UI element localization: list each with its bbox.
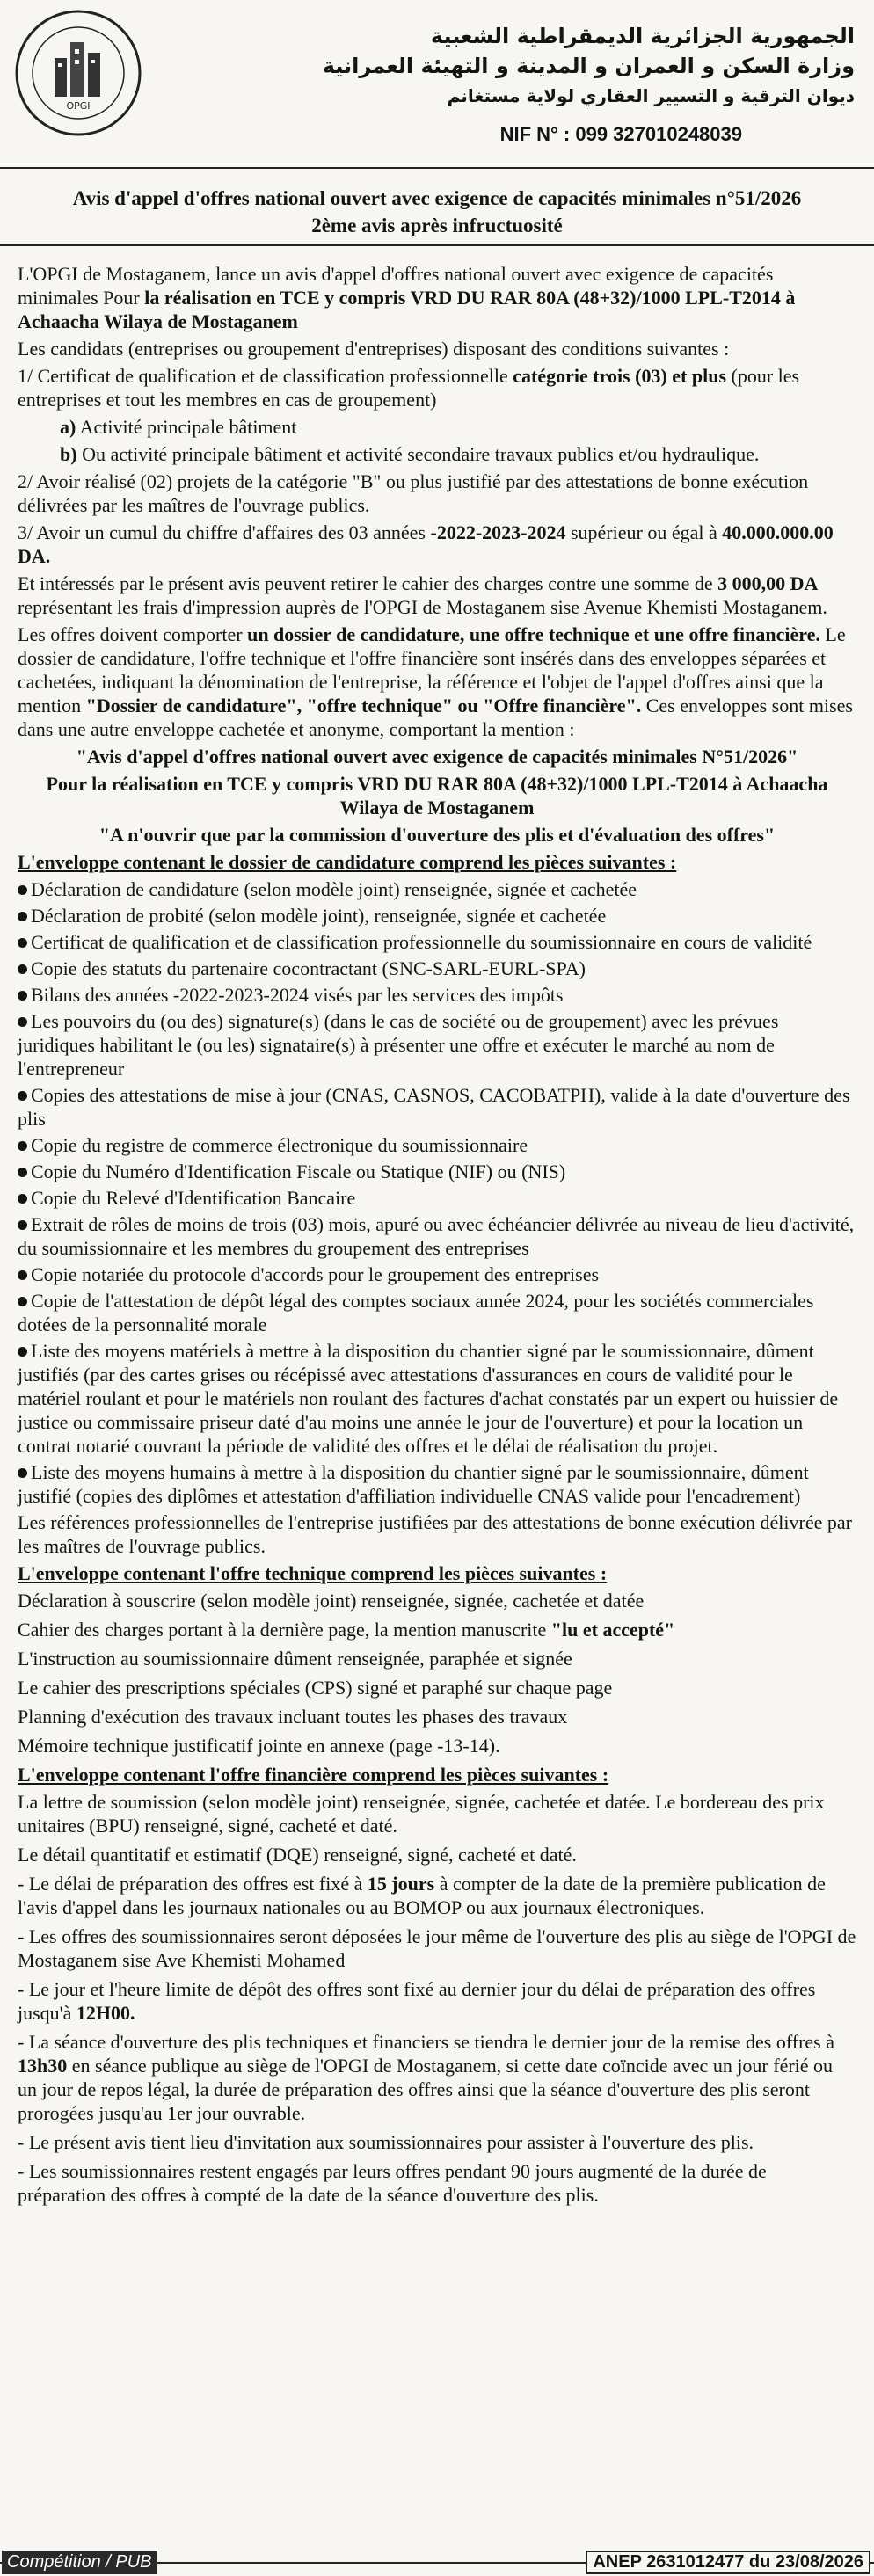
conditions-intro: Les candidats (entreprises ou groupement d'entreprises) disposant des conditions suivantes : [18,338,730,360]
list-item: - Les offres des soumissionnaires seront déposées le jour même de l'ouverture des plis au siège de l'OPGI de Mostaganem sise Ave Khemisti Mohamed [18,1925,856,1971]
list-item: Planning d'exécution des travaux incluant toutes les phases des travaux [18,1706,568,1728]
list-item: - Le jour et l'heure limite de dépôt des offres sont fixé au dernier jour du délai de préparation des offres jusqu'à 12H00. [18,1978,816,2024]
arabic-line-ministry: وزارة السكن و العمران و المدينة و التهيئة العمرانية [322,54,855,78]
envelope-mention-1: "Avis d'appel d'offres national ouvert avec exigence de capacités minimales N°51/2026" [76,746,798,768]
bullet-icon [18,1270,27,1280]
list-item: Liste des moyens matériels à mettre à la disposition du chantier signé par le soumissionnaire, dûment justifiés (par des cartes grises ou récépissé avec attestations d'assurances en cours de validité pour le matériel roulant et pour le matériels non roulant des factures d'achat constatés par un expert ou huissier de justice ou commissaire priseur daté d'au moins une année le jour de l'ouverture) et pour la location un contrat notarié couvrant la période de validité des offres et le délai de réalisation du projet. [18,1340,839,1457]
condition-2: 2/ Avoir réalisé (02) projets de la catégorie "B" ou plus justifié par des attestations de bonne exécution délivrées par les maîtres de l'ouvrage publics. [18,470,809,516]
footer-anep-reference: ANEP 2631012477 du 23/08/2026 [586,2551,870,2574]
candidature-list [18,877,856,1508]
list-item: - Le présent avis tient lieu d'invitation aux soumissionnaires pour assister à l'ouverture des plis. [18,2131,754,2153]
list-item: Copie du Relevé d'Identification Bancaire [18,1186,856,1210]
bullet-icon [18,1017,27,1027]
list-item: - Les soumissionnaires restent engagés par leurs offres pendant 90 jours augmenté de la durée de préparation des offres à compté de la date de la séance d'ouverture des plis. [18,2160,767,2206]
list-item: - La séance d'ouverture des plis techniques et financiers se tiendra le dernier jour de la remise des offres à 13h30 en séance publique au siège de l'OPGI de Mostaganem, si cette date coïncide avec un jour férié ou un jour de repos légal, la durée de préparation des offres ainsi que la séance d'ouverture des plis seront prorogées jusqu'au 1er jour ouvrable. [18,2031,835,2124]
list-item: Certificat de qualification et de classification professionnelle du soumissionnaire en cours de validité [18,930,856,954]
list-item: L'instruction au soumissionnaire dûment renseignée, paraphée et signée [18,1648,572,1670]
list-item: Les pouvoirs du (ou des) signature(s) (dans le cas de société ou de groupement) avec les prévues juridiques habilitant le (ou les) signataire(s) à présenter une offre et exécuter le marché au nom de l'entrepreneur [18,1010,779,1080]
bullet-icon [18,1220,27,1230]
bullet-icon [18,1468,27,1478]
bullet-icon [18,885,27,895]
bullet-icon [18,1091,27,1101]
list-item: Le cahier des prescriptions spéciales (CPS) signé et paraphé sur chaque page [18,1677,613,1699]
candidature-heading: L'enveloppe contenant le dossier de candidature comprend les pièces suivantes : [18,851,677,873]
notice-title [0,169,874,246]
list-item: Copies des attestations de mise à jour (CNAS, CASNOS, CACOBATPH), valide à la date d'ouverture des plis [18,1084,850,1130]
bullet-icon [18,1141,27,1151]
title-line-2: 2ème avis après infructuosité [311,215,563,236]
bullet-icon [18,1347,27,1357]
bullet-icon [18,991,27,1001]
footer-category: Compétition / PUB [2,2551,157,2574]
svg-text:OPGI: OPGI [66,100,91,112]
list-item: Copie du registre de commerce électronique du soumissionnaire [18,1133,856,1157]
list-item: Mémoire technique justificatif jointe en annexe (page -13-14). [18,1735,500,1757]
list-item: Copie du Numéro d'Identification Fiscale ou Statique (NIF) ou (NIS) [18,1160,856,1183]
bullet-icon [18,1297,27,1306]
title-line-1: Avis d'appel d'offres national ouvert avec exigence de capacités minimales n°51/2026 [72,187,802,209]
footer [0,2550,874,2576]
list-item: Le détail quantitatif et estimatif (DQE) renseigné, signé, cacheté et daté. [18,1844,577,1866]
list-item: Extrait de rôles de moins de trois (03) mois, apuré ou avec échéancier délivrée au niveau de lieu d'activité, du soumissionnaire et les membres du groupement des entreprises [18,1213,855,1259]
condition-1b: b) Ou activité principale bâtiment et activité secondaire travaux publics et/ou hydraulique. [60,443,760,465]
list-item: Déclaration à souscrire (selon modèle joint) renseignée, signée, cachetée et datée [18,1590,645,1612]
technique-list [18,1589,856,1757]
arabic-line-office: ديوان الترقية و التسيير العقاري لولاية مستغانم [447,85,855,106]
bullet-icon [18,938,27,948]
opgi-logo-icon [12,7,144,139]
nif-number: NIF N° : 099 327010248039 [499,123,742,145]
bullet-icon [18,964,27,974]
offers-paragraph: Les offres doivent comporter un dossier de candidature, une offre technique et une offre financière. Le dossier de candidature, l'offre technique et l'offre financière sont insérés dans des enveloppes séparées et cachetées, indiquant la dénomination de l'entreprise, la référence et l'objet de l'appel d'offres ainsi que la mention "Dossier de candidature", "offre technique" ou "Offre financière". Ces enveloppes sont mises dans une autre enveloppe cachetée et anonyme, comportant la mention : [18,623,853,740]
list-item: Cahier des charges portant à la dernière page, la mention manuscrite "lu et accepté" [18,1619,675,1641]
arabic-line-republic: الجمهورية الجزائرية الديمقراطية الشعبية [430,24,855,48]
notice-body [0,246,874,2207]
envelope-mention-3: "A n'ouvrir que par la commission d'ouverture des plis et d'évaluation des offres" [98,824,776,846]
condition-3: 3/ Avoir un cumul du chiffre d'affaires des 03 années -2022-2023-2024 supérieur ou égal à 40.000.000.00 DA. [18,521,834,567]
bullet-icon [18,1168,27,1177]
financiere-heading: L'enveloppe contenant l'offre financière comprend les pièces suivantes : [18,1764,609,1786]
withdrawal-paragraph: Et intéressés par le présent avis peuvent retirer le cahier des charges contre une somme de 3 000,00 DA représentant les frais d'impression auprès de l'OPGI de Mostaganem sise Avenue Khemisti Mostaganem. [18,572,827,618]
list-item: Copie notariée du protocole d'accords pour le groupement des entreprises [18,1263,856,1286]
list-item: Bilans des années -2022-2023-2024 visés par les services des impôts [18,983,856,1007]
header [0,0,874,169]
list-item: Copie des statuts du partenaire cocontractant (SNC-SARL-EURL-SPA) [18,957,856,980]
list-item: La lettre de soumission (selon modèle joint) renseignée, signée, cachetée et datée. Le bordereau des prix unitaires (BPU) renseigné, signé, cacheté et daté. [18,1791,825,1837]
financiere-list [18,1790,856,2207]
list-item: Copie de l'attestation de dépôt légal des comptes sociaux année 2024, pour les sociétés commerciales dotées de la personnalité morale [18,1290,814,1335]
intro-paragraph: L'OPGI de Mostaganem, lance un avis d'appel d'offres national ouvert avec exigence de capacités minimales Pour la réalisation en TCE y compris VRD DU RAR 80A (48+32)/1000 LPL-T2014 à Achaacha Wilaya de Mostaganem [18,263,796,332]
arabic-header [186,21,855,111]
technique-heading: L'enveloppe contenant l'offre technique comprend les pièces suivantes : [18,1562,608,1584]
condition-1: 1/ Certificat de qualification et de classification professionnelle catégorie trois (03) et plus (pour les entreprises et tout les membres en cas de groupement) [18,365,800,411]
bullet-icon [18,1194,27,1204]
envelope-mention-2: Pour la réalisation en TCE y compris VRD DU RAR 80A (48+32)/1000 LPL-T2014 à Achaacha Wilaya de Mostaganem [46,773,828,819]
list-item: Déclaration de candidature (selon modèle joint) renseignée, signée et cachetée [18,877,856,901]
list-item: - Le délai de préparation des offres est fixé à 15 jours à compter de la date de la première publication de l'avis d'appel dans les journaux nationales ou au BOMOP ou aux journaux électroniques. [18,1873,826,1918]
bullet-icon [18,912,27,921]
condition-1a: a) Activité principale bâtiment [60,416,297,438]
references-paragraph: Les références professionnelles de l'entreprise justifiées par des attestations de bonne exécution délivrée par les maîtres de l'ouvrage publics. [18,1511,852,1557]
list-item: Déclaration de probité (selon modèle joint), renseignée, signée et cachetée [18,904,856,928]
list-item: Liste des moyens humains à mettre à la disposition du chantier signé par le soumissionnaire, dûment justifié (copies des diplômes et attestation d'affiliation individuelle CNAS valide pour l'encadrement) [18,1461,809,1507]
